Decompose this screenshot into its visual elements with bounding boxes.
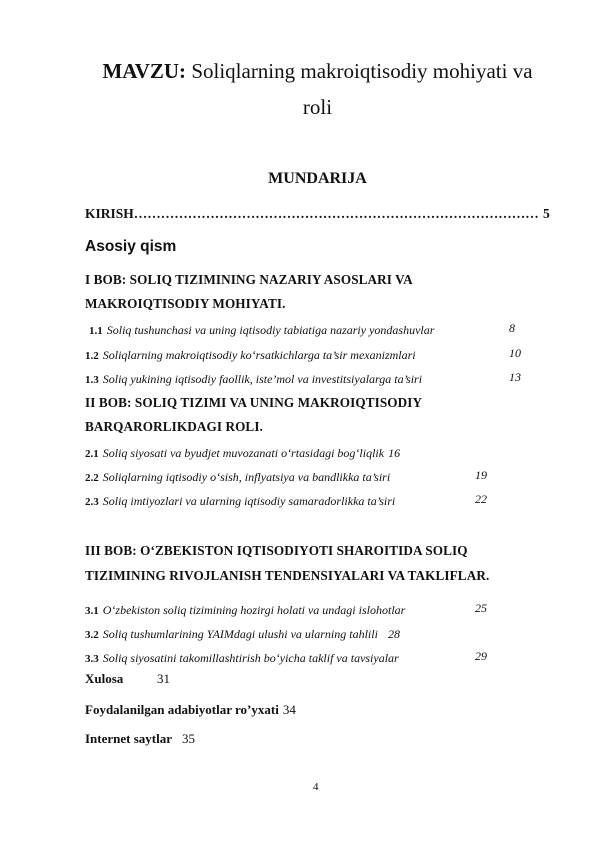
references-label: Foydalanilgan adabiyotlar ro’yxati	[85, 702, 279, 717]
intro-label: KIRISH	[85, 206, 134, 221]
title-prefix: MAVZU:	[102, 59, 187, 83]
references-page: 34	[282, 702, 296, 717]
section-number: 3.3	[85, 653, 99, 665]
title-line-1: Soliqlarning makroiqtisodiy mohiyati va	[191, 59, 533, 83]
section-title: Soliqlarning iqtisodiy o‘sish, inflyatsiya va bandlikka ta’siri	[102, 470, 391, 484]
section-number: 1.1	[89, 325, 103, 337]
section-number: 3.1	[85, 605, 99, 617]
toc-entry	[85, 346, 416, 364]
toc-entry	[89, 321, 434, 339]
chapter-3-title-line-1: III BOB: O‘ZBEKISTON IQTISODIYOTI SHAROITIDA SOLIQ	[85, 543, 468, 558]
references-entry	[85, 701, 296, 719]
internet-page: 35	[182, 731, 196, 746]
toc-intro	[85, 206, 539, 222]
toc-entry	[85, 625, 400, 643]
toc-entry	[85, 601, 405, 619]
section-number: 1.2	[85, 350, 99, 362]
section-title: Soliq siyosati va byudjet muvozanati o‘rtasidagi bog‘liqlik	[102, 446, 385, 460]
toc-entry	[85, 468, 390, 486]
section-title: Soliq yukining iqtisodiy faollik, iste’mol va investitsiyalarga ta’siri	[102, 372, 423, 386]
main-part-heading: Asosiy qism	[85, 238, 177, 255]
toc-entry	[85, 444, 400, 462]
toc-entry	[85, 492, 395, 510]
section-title: Soliq tushumlarining YAIMdagi ulushi va ularning tahlili	[102, 627, 378, 641]
section-page: 28	[387, 627, 400, 641]
section-number: 2.2	[85, 472, 99, 484]
toc-entry	[85, 370, 422, 388]
chapter-2-title-line-2: BARQARORLIKDAGI ROLI.	[85, 419, 263, 434]
page-number: 4	[313, 781, 319, 793]
section-number: 2.1	[85, 448, 99, 460]
section-number: 3.2	[85, 629, 99, 641]
chapter-2-title-line-1: II BOB: SOLIQ TIZIMI VA UNING MAKROIQTISODIY	[85, 395, 423, 410]
section-number: 2.3	[85, 496, 99, 508]
chapter-1-title-line-1: I BOB: SOLIQ TIZIMINING NAZARIY ASOSLARI VA	[85, 272, 413, 287]
section-title: Soliq siyosatini takomillashtirish bo‘yicha taklif va tavsiyalar	[102, 651, 399, 665]
conclusion-page: 31	[157, 671, 170, 686]
internet-entry	[85, 730, 195, 748]
document-title	[60, 59, 575, 83]
intro-page: 5	[543, 206, 550, 221]
section-title: Soliq tushunchasi va uning iqtisodiy tabiatiga nazariy yondashuvlar	[106, 323, 435, 337]
section-page: 29	[475, 649, 487, 663]
section-page: 22	[475, 492, 487, 506]
section-page: 19	[475, 468, 487, 482]
section-page: 13	[509, 370, 521, 384]
section-page: 10	[509, 346, 521, 360]
section-page: 16	[388, 446, 401, 460]
toc-entry	[85, 649, 399, 667]
section-page: 25	[475, 601, 487, 615]
chapter-3-title-line-2: TIZIMINING RIVOJLANISH TENDENSIYALARI VA TAKLIFLAR.	[85, 568, 490, 583]
section-title: O‘zbekiston soliq tizimining hozirgi holati va undagi islohotlar	[102, 603, 406, 617]
chapter-1-title-line-2: MAKROIQTISODIY MOHIYATI.	[85, 296, 286, 311]
title-line-2: roli	[302, 95, 333, 119]
section-number: 1.3	[85, 374, 99, 386]
contents-heading: MUNDARIJA	[268, 170, 367, 187]
intro-leader: ………………………………………………………………………………	[133, 206, 539, 221]
internet-label: Internet saytlar	[85, 731, 173, 746]
section-page: 8	[509, 321, 515, 335]
conclusion-label: Xulosa	[85, 671, 124, 686]
section-title: Soliq imtiyozlari va ularning iqtisodiy samaradorlikka ta’siri	[102, 494, 396, 508]
section-title: Soliqlarning makroiqtisodiy ko‘rsatkichlarga ta’sir mexanizmlari	[102, 348, 416, 362]
